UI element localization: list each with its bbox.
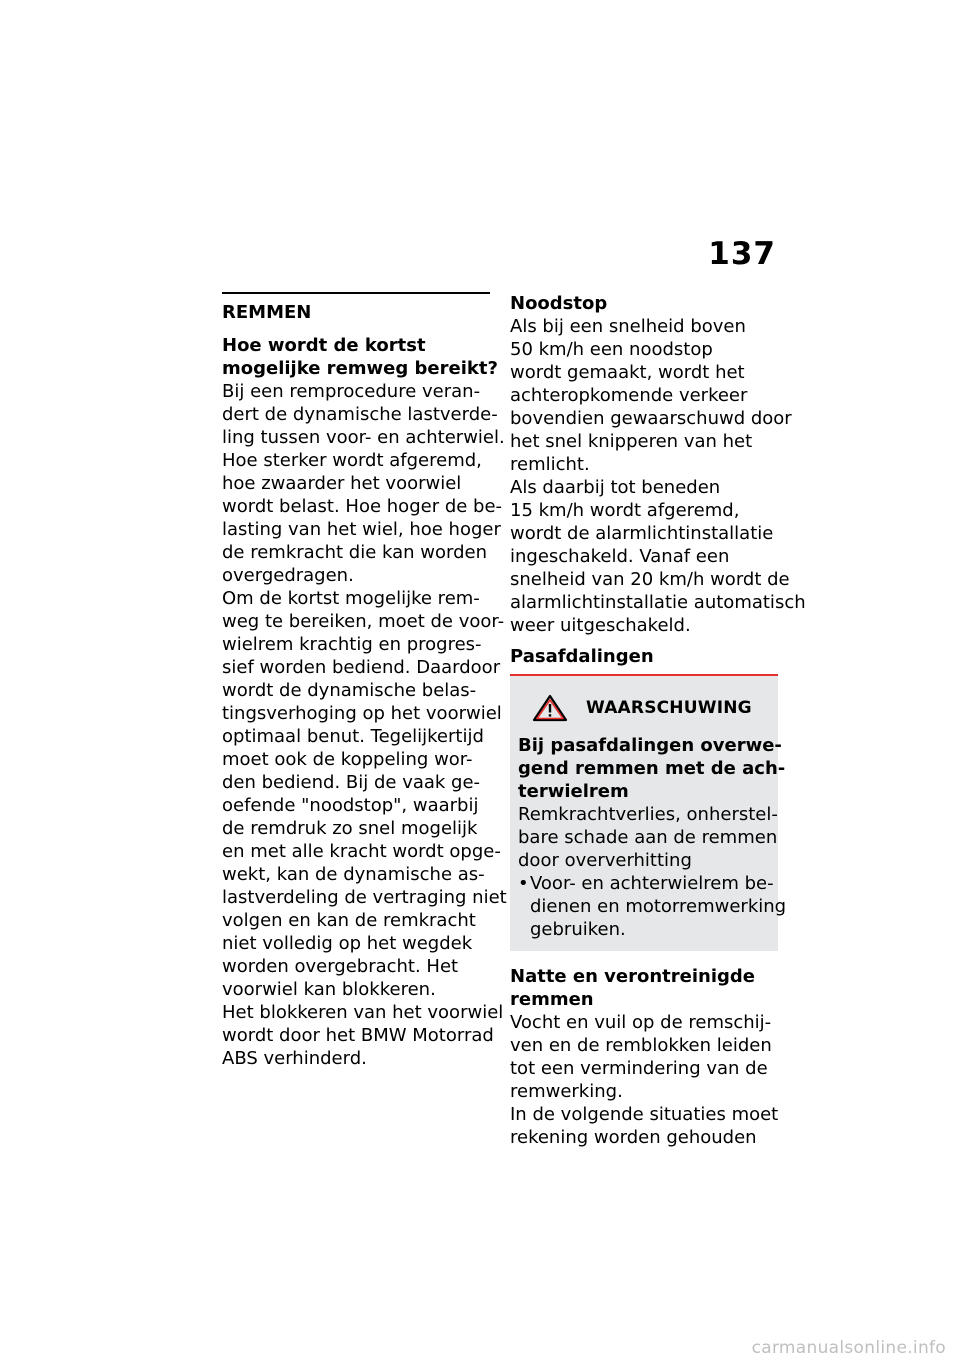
- text-line: worden overgebracht. Het: [222, 956, 459, 977]
- text-line: ingeschakeld. Vanaf een: [510, 546, 730, 567]
- text-line: tingsverhoging op het voorwiel: [222, 703, 502, 724]
- question-line: mogelijke remweg bereikt?: [222, 358, 498, 379]
- text-line: rekening worden gehouden: [510, 1127, 757, 1148]
- text-line: dert de dynamische lastverde-: [222, 404, 498, 425]
- text-line: remlicht.: [510, 454, 590, 475]
- text-line: tot een vermindering van de: [510, 1058, 768, 1079]
- page-number: 137: [708, 236, 776, 272]
- text-line: remwerking.: [510, 1081, 623, 1102]
- text-line: Voor- en achterwielrem be-: [530, 873, 774, 894]
- text-line: wordt de dynamische belas-: [222, 680, 477, 701]
- text-line: den bediend. Bij de vaak ge-: [222, 772, 481, 793]
- left-column: [222, 292, 507, 1070]
- right-column: [510, 292, 806, 1149]
- noodstop-paragraph-2: [510, 476, 806, 637]
- text-line: de remdruk zo snel mogelijk: [222, 818, 478, 839]
- subheading-pasafdalingen: Pasafdalingen: [510, 646, 654, 667]
- watermark: carmanualsonline.info: [751, 1338, 946, 1358]
- text-line: Bij een remprocedure veran-: [222, 381, 481, 402]
- text-line: en met alle kracht wordt opge-: [222, 841, 501, 862]
- text-line: wielrem krachtig en progres-: [222, 634, 482, 655]
- text-line: In de volgende situaties moet: [510, 1104, 779, 1125]
- text-line: overgedragen.: [222, 565, 354, 586]
- text-line: het snel knipperen van het: [510, 431, 753, 452]
- text-line: Natte en verontreinigde: [510, 966, 756, 987]
- text-line: optimaal benut. Tegelijkertijd: [222, 726, 484, 747]
- text-line: hoe zwaarder het voorwiel: [222, 473, 462, 494]
- text-line: wordt door het BMW Motorrad: [222, 1025, 494, 1046]
- text-line: Om de kortst mogelijke rem-: [222, 588, 480, 609]
- text-line: Remkrachtverlies, onherstel-: [518, 804, 778, 825]
- paragraph-3: [222, 1001, 504, 1070]
- warning-body: [518, 803, 778, 872]
- text-line: dienen en motorremwerking: [530, 896, 787, 917]
- text-line: wordt belast. Hoe hoger de be-: [222, 496, 503, 517]
- text-line: ling tussen voor- en achterwiel.: [222, 427, 505, 448]
- natte-paragraph-1: [510, 1011, 778, 1103]
- warning-header: [518, 694, 770, 722]
- text-line: wordt de alarmlichtinstallatie: [510, 523, 774, 544]
- warning-title: WAARSCHUWING: [586, 698, 752, 718]
- text-line: achteropkomende verkeer: [510, 385, 748, 406]
- text-line: alarmlichtinstallatie automatisch: [510, 592, 806, 613]
- text-line: ven en de remblokken leiden: [510, 1035, 772, 1056]
- text-line: wordt gemaakt, wordt het: [510, 362, 745, 383]
- warning-triangle-icon: [532, 694, 568, 722]
- warning-heading: [518, 734, 786, 803]
- text-line: ABS verhinderd.: [222, 1048, 367, 1069]
- question-line: Hoe wordt de kortst: [222, 335, 426, 356]
- text-line: bare schade aan de remmen: [518, 827, 778, 848]
- text-line: de remkracht die kan worden: [222, 542, 487, 563]
- text-line: lastverdeling de vertraging niet: [222, 887, 507, 908]
- text-line: 15 km/h wordt afgeremd,: [510, 500, 740, 521]
- text-line: volgen en kan de remkracht: [222, 910, 476, 931]
- text-line: 50 km/h een noodstop: [510, 339, 713, 360]
- text-line: voorwiel kan blokkeren.: [222, 979, 436, 1000]
- text-line: remmen: [510, 989, 594, 1010]
- text-line: sief worden bediend. Daardoor: [222, 657, 501, 678]
- warning-bullet-item: [518, 872, 787, 941]
- text-line: niet volledig op het wegdek: [222, 933, 473, 954]
- text-line: oefende "noodstop", waarbij: [222, 795, 479, 816]
- subheading-noodstop: Noodstop: [510, 293, 608, 314]
- text-line: gend remmen met de ach-: [518, 758, 786, 779]
- text-line: Als daarbij tot beneden: [510, 477, 721, 498]
- text-line: wekt, kan de dynamische as-: [222, 864, 485, 885]
- text-line: weer uitgeschakeld.: [510, 615, 691, 636]
- paragraph-1: [222, 380, 505, 587]
- bullet-icon: •: [518, 873, 529, 894]
- text-line: Vocht en vuil op de remschij-: [510, 1012, 772, 1033]
- subheading-natte: [510, 965, 778, 1011]
- text-line: Als bij een snelheid boven: [510, 316, 746, 337]
- noodstop-paragraph-1: [510, 315, 792, 476]
- text-line: door oververhitting: [518, 850, 692, 871]
- text-line: lasting van het wiel, hoe hoger: [222, 519, 501, 540]
- text-line: Het blokkeren van het voorwiel: [222, 1002, 504, 1023]
- text-line: gebruiken.: [530, 919, 626, 940]
- section-title: REMMEN: [222, 302, 312, 323]
- text-line: Hoe sterker wordt afgeremd,: [222, 450, 482, 471]
- text-line: terwielrem: [518, 781, 629, 802]
- natte-paragraph-2: [510, 1103, 778, 1149]
- text-line: bovendien gewaarschuwd door: [510, 408, 792, 429]
- text-line: Bij pasafdalingen overwe-: [518, 735, 782, 756]
- text-line: snelheid van 20 km/h wordt de: [510, 569, 790, 590]
- paragraph-2: [222, 587, 507, 1001]
- question-heading: [222, 334, 498, 380]
- warning-box: [510, 674, 787, 951]
- text-line: weg te bereiken, moet de voor-: [222, 611, 505, 632]
- text-line: moet ook de koppeling wor-: [222, 749, 473, 770]
